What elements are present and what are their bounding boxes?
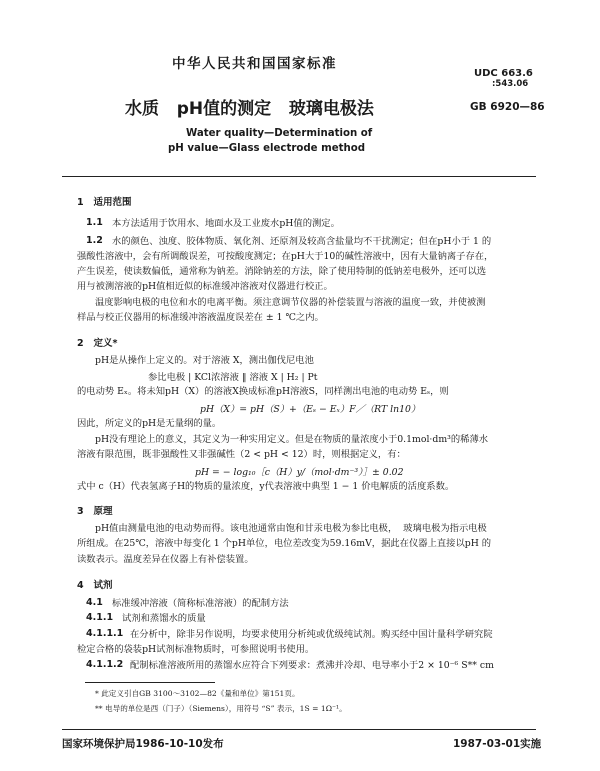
principle-line1: pH值由测量电池的电动势而得。该电池通常由饱和甘汞电极为参比电极， 玻璃电极为指示电极	[95, 523, 487, 534]
def-line3: 因此，所定义的pH是无量纲的量。	[77, 418, 222, 429]
footnote-rule	[85, 682, 215, 683]
formula-ph-log: pH = − log₁₀［c（H）y/（mol·dm⁻³）］± 0.02	[195, 467, 404, 478]
footnote-2: ** 电导的单位是西（门子）（Siemens），用符号 “S” 表示，1S = 1Ω⁻¹。	[95, 704, 347, 713]
clause-1-2-line6: 样品与校正仪器用的标准缓冲溶液温度误差在 ± 1 ℃之内。	[77, 312, 324, 323]
udc-line1: UDC 663.6	[474, 68, 533, 79]
footnote-1: * 此定义引自GB 3100～3102—82《量和单位》第151页。	[95, 689, 300, 698]
clause-1-2-line1: 水的颜色、浊度、胶体物质、氧化剂、还原剂及较高含盐量均不干扰测定；但在pH小于 1 的	[112, 236, 492, 247]
clause-4-1-1-2-text: 配制标准溶液所用的蒸馏水应符合下列要求：煮沸并冷却、电导率小于2 × 10⁻⁶ S** cm	[130, 660, 494, 671]
principle-line3: 读数表示。温度差异在仪器上有补偿装置。	[77, 554, 254, 565]
approval-date: 国家环境保护局1986-10-10发布	[62, 738, 224, 750]
clause-4-1-1-2-num: 4.1.1.2	[86, 659, 124, 670]
footer-rule	[62, 729, 536, 730]
clause-4-1-1-1-line1: 在分析中，除非另作说明，均要求使用分析纯或优级纯试剂。购买经中国计量科学研究院	[130, 629, 493, 640]
clause-4-1-text: 标准缓冲溶液（简称标准溶液）的配制方法	[112, 598, 289, 609]
def-line1: pH是从操作上定义的。对于溶液 X，测出伽伐尼电池	[95, 355, 314, 366]
clause-4-1-1-text: 试剂和蒸馏水的质量	[122, 613, 206, 624]
clause-4-1-num: 4.1	[86, 597, 103, 608]
clause-1-2-line5: 温度影响电极的电位和水的电离平衡。须注意调节仪器的补偿装置与溶液的温度一致，并使被测	[95, 297, 486, 308]
def-line5: 溶液有限范围，既非强酸性又非强碱性（2 < pH < 12）时，则根据定义，有：	[77, 449, 406, 460]
header-rule	[62, 176, 536, 177]
effective-date: 1987-03-01实施	[453, 738, 542, 750]
clause-1-2-line4: 用与被测溶液的pH值相近似的标准缓冲溶液对仪器进行校正。	[77, 281, 333, 292]
principle-line2: 所组成。在25℃，溶液中每变化 1 个pH单位，电位差改变为59.16mV，据此在仪器上直接以pH 的	[77, 538, 492, 549]
standard-org: 中华人民共和国国家标准	[172, 56, 337, 72]
clause-1-1-num: 1.1	[86, 217, 103, 228]
clause-4-1-1-1-line2: 检定合格的袋装pH试剂标准物质时，可参照说明书使用。	[77, 644, 315, 655]
clause-1-1-text: 本方法适用于饮用水、地面水及工业废水pH值的测定。	[112, 218, 340, 229]
clause-1-2-line2: 强酸性溶液中，会有所调酸误差，可按酸度测定；在pH大于10的碱性溶液中，因有大量钠离子存在，	[77, 251, 494, 262]
clause-4-1-1-1-num: 4.1.1.1	[86, 628, 124, 639]
udc-line2: :543.06	[492, 79, 529, 89]
clause-4-1-1-num: 4.1.1	[86, 612, 114, 623]
section-2-heading: 2 定义*	[77, 338, 118, 349]
def-line6: 式中 c（H）代表氢离子H的物质的量浓度，y代表溶液中典型 1 − 1 价电解质的活度系数。	[77, 481, 455, 492]
def-line2: 的电动势 Eₓ。将未知pH（X）的溶液X换成标准pH溶液S，同样测出电池的电动势 Eₛ，则	[77, 386, 449, 397]
title-en-line2: pH value—Glass electrode method	[168, 143, 366, 154]
gb-number: GB 6920—86	[470, 101, 545, 113]
clause-1-2-num: 1.2	[86, 235, 103, 246]
clause-1-2-line3: 产生误差，使读数偏低，通常称为钠差。消除钠差的方法，除了使用特制的低钠差电极外，还可以选	[77, 266, 487, 277]
section-1-heading: 1 适用范围	[77, 197, 132, 208]
formula-ph-definition: pH（X）= pH（S）+（Eₛ − Eₓ）F／（RT ln10）	[200, 404, 421, 415]
def-line4: pH没有理论上的意义，其定义为一种实用定义。但是在物质的量浓度小于0.1mol·dm³的稀薄水	[95, 434, 489, 445]
section-4-heading: 4 试剂	[77, 580, 113, 591]
galvanic-cell: 参比电极 | KCl浓溶液 ‖ 溶液 X | H₂ | Pt	[148, 372, 318, 383]
title-zh: 水质 pH值的测定 玻璃电极法	[125, 99, 374, 119]
title-en-line1: Water quality—Determination of	[186, 128, 373, 139]
section-3-heading: 3 原理	[77, 506, 113, 517]
